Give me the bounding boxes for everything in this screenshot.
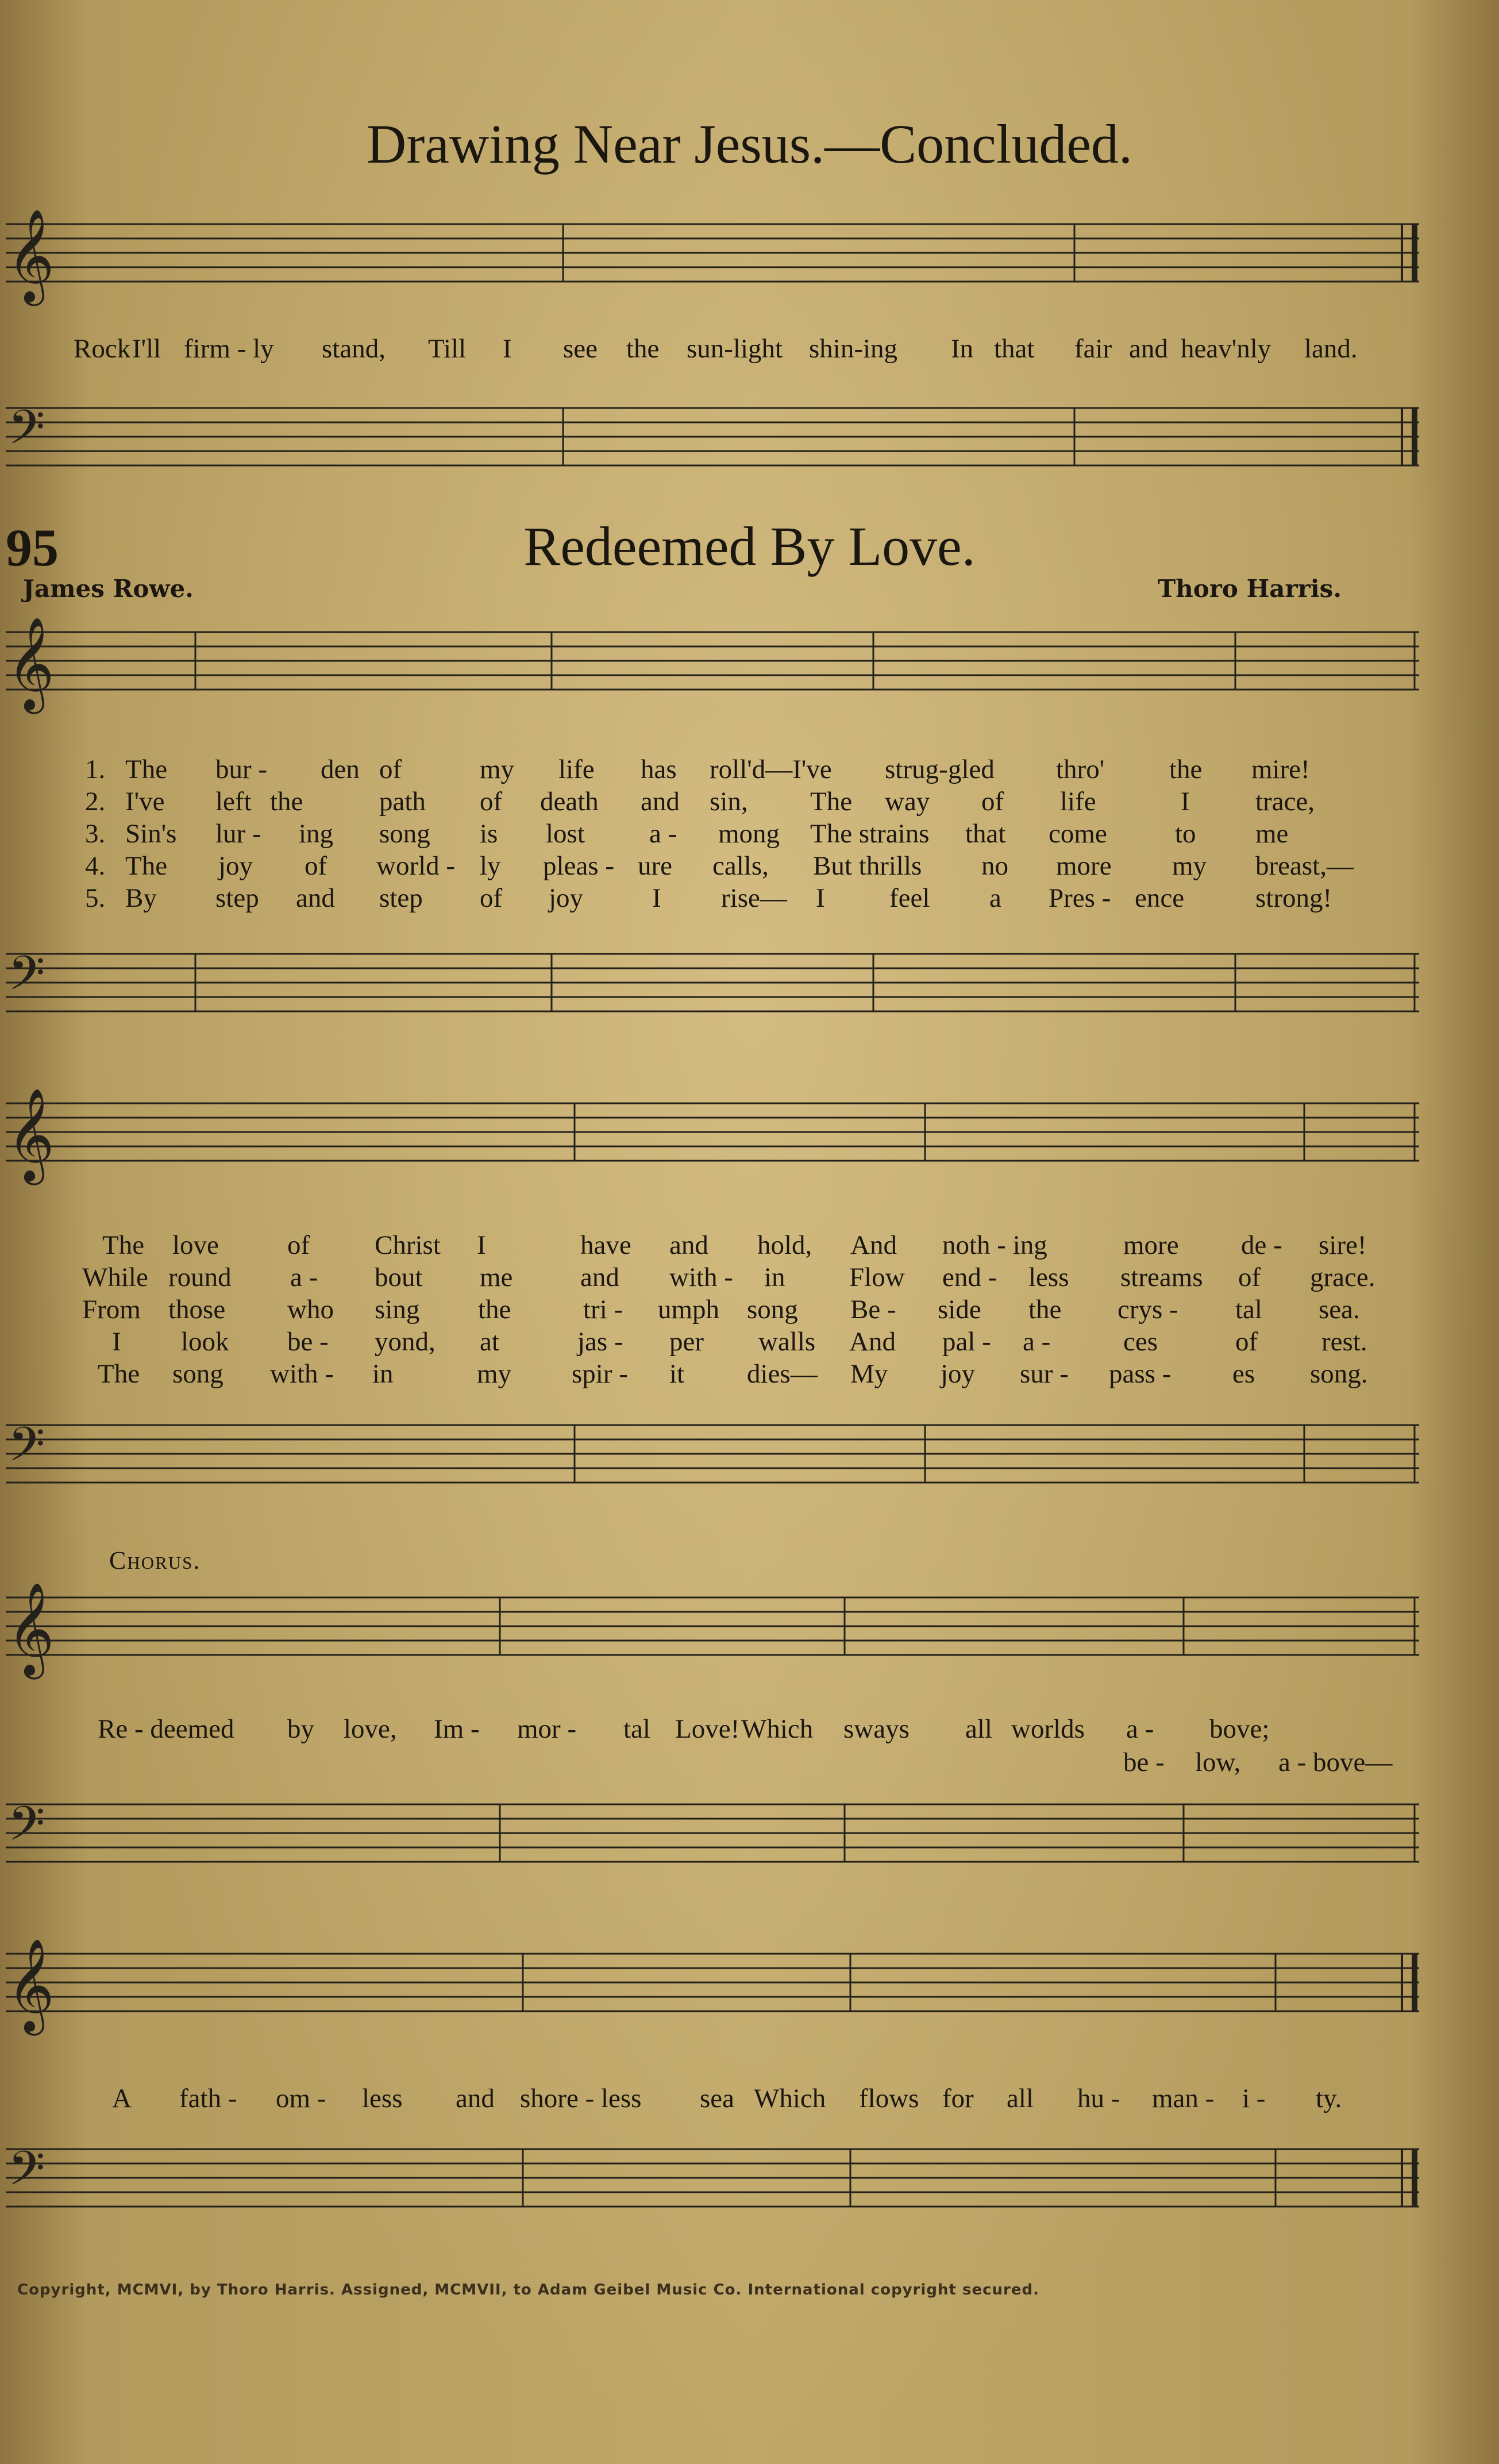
lyric-word: lost — [546, 819, 585, 849]
lyric-word: less — [362, 2084, 403, 2113]
lyric-word: left — [215, 787, 252, 817]
lyric-word: and — [669, 1230, 708, 1260]
lyric-word: bove; — [1209, 1714, 1270, 1744]
lyric-word: thro' — [1056, 754, 1105, 784]
lyric-word: And — [850, 1230, 897, 1260]
lyric-word: those — [168, 1295, 226, 1325]
lyric-word: spir - — [572, 1359, 628, 1389]
lyric-word: dies— — [747, 1359, 818, 1389]
lyric-word: a - — [1126, 1714, 1154, 1744]
lyric-word: way — [885, 787, 930, 817]
lyric-word: my — [477, 1359, 512, 1389]
verse-number: 3. — [85, 819, 106, 849]
lyric-word: world - — [376, 851, 456, 881]
lyric-word: yond, — [375, 1327, 436, 1357]
lyric-word: life — [558, 754, 595, 784]
lyric-word: pal - — [942, 1327, 991, 1357]
lyric-word: the — [1028, 1295, 1062, 1325]
lyric-word: ly — [480, 851, 501, 881]
lyric-word: Be - — [850, 1295, 896, 1325]
staff-system-1-treble — [0, 190, 1499, 345]
lyric-word: of — [287, 1230, 310, 1260]
lyric-word: song — [747, 1295, 798, 1325]
lyric-word: The strains — [810, 819, 930, 849]
lyric-word: sur - — [1020, 1359, 1069, 1389]
lyric-word: that — [965, 819, 1006, 849]
lyric-word: The — [810, 787, 853, 817]
lyric-word: lur - — [215, 819, 261, 849]
copyright-notice: Copyright, MCMVI, by Thoro Harris. Assigned, MCMVII, to Adam Geibel Music Co. International copyright secured. — [17, 2281, 1039, 2299]
lyric-word: and — [641, 787, 680, 817]
lyric-word: fair — [1074, 334, 1112, 364]
lyric-word: sea. — [1319, 1295, 1360, 1325]
lyric-word: step — [215, 883, 259, 913]
lyric-word: In — [951, 334, 974, 364]
svg-text:𝄞: 𝄞 — [7, 617, 55, 710]
lyric-word: fath - — [179, 2084, 237, 2113]
lyric-word: firm - ly — [184, 334, 274, 364]
lyric-word: The — [98, 1359, 140, 1389]
lyric-word: and — [1129, 334, 1168, 364]
lyric-word: hu - — [1077, 2084, 1120, 2113]
lyric-word: side — [938, 1295, 981, 1325]
lyric-word: Rock — [74, 334, 131, 364]
lyric-word: a - — [290, 1262, 318, 1292]
lyric-word: Flow — [849, 1262, 905, 1292]
lyric-word: of — [480, 883, 503, 913]
lyric-word: ces — [1123, 1327, 1158, 1357]
lyric-word: by — [287, 1714, 314, 1744]
staff-system-5-bass — [0, 2115, 1499, 2258]
svg-text:𝄢: 𝄢 — [8, 945, 45, 1012]
lyric-word: I'll — [132, 334, 161, 364]
lyric-word: of — [981, 787, 1004, 817]
lyric-word: And — [849, 1327, 896, 1357]
lyric-word: From — [82, 1295, 141, 1325]
words-credit: James Rowe. — [23, 575, 194, 603]
lyric-word: flows — [859, 2084, 919, 2113]
lyric-word: shore - less — [520, 2084, 642, 2113]
hymn-title: Redeemed By Love. — [523, 515, 976, 577]
lyric-word: By — [125, 883, 157, 913]
lyric-word: come — [1049, 819, 1107, 849]
music-staff-treble — [0, 1563, 1499, 1718]
lyric-word: of — [305, 851, 327, 881]
lyric-word: strug- — [885, 754, 948, 784]
lyric-word: calls, — [712, 851, 769, 881]
svg-text:𝄞: 𝄞 — [7, 1938, 55, 2032]
page-title: Drawing Near Jesus.—Concluded. — [366, 113, 1133, 175]
lyric-word: it — [669, 1359, 685, 1389]
lyric-word: Till — [428, 334, 467, 364]
lyric-word: pleas - — [543, 851, 614, 881]
lyric-word: The — [125, 754, 168, 784]
lyric-word: at — [480, 1327, 499, 1357]
verse-number: 4. — [85, 851, 106, 881]
lyric-word: of — [379, 754, 402, 784]
lyric-word: round — [168, 1262, 232, 1292]
music-staff-treble — [0, 598, 1499, 753]
lyric-word: song — [172, 1359, 223, 1389]
lyric-word: es — [1232, 1359, 1255, 1389]
lyric-word: I — [1181, 787, 1190, 817]
music-staff-bass — [0, 919, 1499, 1063]
lyric-word: have — [580, 1230, 631, 1260]
lyric-word: joy — [218, 851, 253, 881]
lyric-word: song — [379, 819, 430, 849]
lyric-word: rise— — [721, 883, 787, 913]
lyric-word: low, — [1195, 1747, 1241, 1777]
lyric-word: for — [942, 2084, 974, 2113]
lyric-word: hold, — [757, 1230, 812, 1260]
staff-system-4-treble — [0, 1563, 1499, 1718]
lyric-word: i - — [1242, 2084, 1266, 2113]
lyric-word: see — [563, 334, 598, 364]
lyric-word: grace. — [1310, 1262, 1375, 1292]
lyric-word: tal — [1235, 1295, 1262, 1325]
staff-system-4-bass — [0, 1770, 1499, 1914]
lyric-word: Im - — [434, 1714, 480, 1744]
lyric-word: and — [296, 883, 335, 913]
lyric-word: tri - — [583, 1295, 623, 1325]
lyric-word: my — [1172, 851, 1207, 881]
lyric-word: sing — [375, 1295, 420, 1325]
music-staff-bass — [0, 1770, 1499, 1914]
lyric-word: I — [816, 883, 825, 913]
lyric-word: path — [379, 787, 426, 817]
lyric-word: with - — [669, 1262, 733, 1292]
lyric-word: of — [480, 787, 503, 817]
lyric-word: sin, — [710, 787, 748, 817]
lyric-word: the — [626, 334, 660, 364]
verse-number: 5. — [85, 883, 106, 913]
lyric-word: tal — [623, 1714, 650, 1744]
lyric-word: jas - — [577, 1327, 623, 1357]
lyric-word: sire! — [1319, 1230, 1367, 1260]
lyric-word: While — [82, 1262, 148, 1292]
svg-text:𝄢: 𝄢 — [8, 399, 45, 467]
lyric-word: worlds — [1011, 1714, 1085, 1744]
lyric-word: umph — [658, 1295, 720, 1325]
lyric-word: Re - deemed — [98, 1714, 234, 1744]
lyric-word: and — [456, 2084, 495, 2113]
lyric-word: I've — [125, 787, 165, 817]
music-staff-treble — [0, 1069, 1499, 1224]
lyric-word: life — [1060, 787, 1096, 817]
hymn-number: 95 — [6, 518, 59, 577]
lyric-word: Pres - — [1049, 883, 1111, 913]
lyric-word: end - — [942, 1262, 997, 1292]
lyric-word: a - bove— — [1278, 1747, 1393, 1777]
lyric-word: look — [181, 1327, 229, 1357]
lyric-word: I — [112, 1327, 121, 1357]
lyric-word: The — [125, 851, 168, 881]
music-credit: Thoro Harris. — [1158, 575, 1342, 603]
staff-system-3-bass — [0, 1391, 1499, 1534]
music-staff-bass — [0, 374, 1499, 517]
lyric-word: ing — [299, 819, 334, 849]
lyric-word: be - — [1123, 1747, 1165, 1777]
lyric-word: all — [1007, 2084, 1034, 2113]
lyric-word: sea — [700, 2084, 735, 2113]
lyric-word: I — [652, 883, 661, 913]
lyric-word: heav'nly — [1181, 334, 1271, 364]
lyric-word: Love! — [675, 1714, 740, 1744]
lyric-word: mong — [718, 819, 780, 849]
chorus-label: Chorus. — [109, 1546, 201, 1574]
music-staff-bass — [0, 1391, 1499, 1534]
lyric-word: less — [1028, 1262, 1069, 1292]
lyric-word: I — [477, 1230, 486, 1260]
lyric-word: breast,— — [1255, 851, 1354, 881]
lyric-word: and — [580, 1262, 619, 1292]
svg-text:𝄞: 𝄞 — [7, 1582, 55, 1676]
lyric-word: pass - — [1109, 1359, 1172, 1389]
svg-text:𝄞: 𝄞 — [7, 1088, 55, 1181]
lyric-word: me — [1255, 819, 1289, 849]
lyric-word: to — [1175, 819, 1196, 849]
lyric-word: in — [764, 1262, 785, 1292]
lyric-word: A — [112, 2084, 132, 2113]
lyric-word: Which — [741, 1714, 814, 1744]
music-staff-bass — [0, 2115, 1499, 2258]
lyric-word: Which — [754, 2084, 826, 2113]
lyric-word: streams — [1120, 1262, 1203, 1292]
lyric-word: man - — [1152, 2084, 1215, 2113]
lyric-word: who — [287, 1295, 334, 1325]
lyric-word: all — [965, 1714, 992, 1744]
staff-system-5-treble — [0, 1919, 1499, 2074]
staff-system-3-treble — [0, 1069, 1499, 1224]
lyric-word: noth - ing — [942, 1230, 1047, 1260]
lyric-word: bur - — [215, 754, 268, 784]
lyric-word: love — [172, 1230, 219, 1260]
staff-system-2-treble — [0, 598, 1499, 753]
lyric-word: no — [981, 851, 1008, 881]
lyric-word: a - — [649, 819, 677, 849]
lyric-word: ure — [638, 851, 673, 881]
music-staff-treble — [0, 190, 1499, 345]
lyric-word: den — [321, 754, 360, 784]
lyric-word: has — [641, 754, 677, 784]
lyric-word: the — [478, 1295, 511, 1325]
lyric-word: ty. — [1316, 2084, 1342, 2113]
lyric-word: shin-ing — [809, 334, 898, 364]
lyric-word: my — [480, 754, 515, 784]
lyric-word: death — [540, 787, 599, 817]
lyric-word: mire! — [1251, 754, 1310, 784]
lyric-word: But thrills — [813, 851, 922, 881]
lyric-word: be - — [287, 1327, 329, 1357]
lyric-word: a - — [1023, 1327, 1051, 1357]
lyric-word: ence — [1135, 883, 1185, 913]
lyric-word: trace, — [1255, 787, 1315, 817]
lyric-word: is — [480, 819, 498, 849]
lyric-word: song. — [1310, 1359, 1368, 1389]
lyric-word: Christ — [375, 1230, 441, 1260]
lyric-word: rest. — [1321, 1327, 1367, 1357]
lyric-word: joy — [549, 883, 584, 913]
svg-text:𝄞: 𝄞 — [7, 209, 55, 302]
lyric-word: stand, — [322, 334, 386, 364]
lyric-word: step — [379, 883, 423, 913]
music-staff-treble — [0, 1919, 1499, 2074]
lyric-word: of — [1235, 1327, 1258, 1357]
svg-text:𝄢: 𝄢 — [8, 1416, 45, 1484]
svg-text:𝄢: 𝄢 — [8, 1796, 45, 1863]
lyric-word: that — [994, 334, 1035, 364]
staff-system-2-bass — [0, 919, 1499, 1063]
lyric-word: of — [1238, 1262, 1261, 1292]
lyric-word: me — [480, 1262, 513, 1292]
lyric-word: sun-light — [687, 334, 783, 364]
lyric-word: in — [372, 1359, 394, 1389]
lyric-word: more — [1056, 851, 1112, 881]
lyric-word: mor - — [517, 1714, 577, 1744]
lyric-word: sways — [843, 1714, 910, 1744]
lyric-word: feel — [889, 883, 930, 913]
staff-system-1-bass — [0, 374, 1499, 517]
lyric-word: the — [1169, 754, 1203, 784]
lyric-word: the — [270, 787, 303, 817]
verse-number: 1. — [85, 754, 106, 784]
lyric-word: strong! — [1255, 883, 1332, 913]
lyric-word: walls — [758, 1327, 816, 1357]
lyric-word: more — [1123, 1230, 1179, 1260]
verse-number: 2. — [85, 787, 106, 817]
svg-text:𝄢: 𝄢 — [8, 2140, 45, 2208]
lyric-word: a — [989, 883, 1001, 913]
lyric-word: Sin's — [125, 819, 177, 849]
lyric-word: gled — [948, 754, 995, 784]
lyric-word: bout — [375, 1262, 423, 1292]
lyric-word: I — [503, 334, 512, 364]
lyric-word: love, — [344, 1714, 397, 1744]
lyric-word: My — [850, 1359, 888, 1389]
lyric-word: joy — [941, 1359, 976, 1389]
lyric-word: The — [102, 1230, 145, 1260]
lyric-word: de - — [1241, 1230, 1282, 1260]
lyric-word: per — [669, 1327, 704, 1357]
lyric-word: roll'd—I've — [710, 754, 832, 784]
lyric-word: om - — [276, 2084, 326, 2113]
lyric-word: land. — [1304, 334, 1358, 364]
lyric-word: crys - — [1117, 1295, 1178, 1325]
lyric-word: with - — [270, 1359, 334, 1389]
